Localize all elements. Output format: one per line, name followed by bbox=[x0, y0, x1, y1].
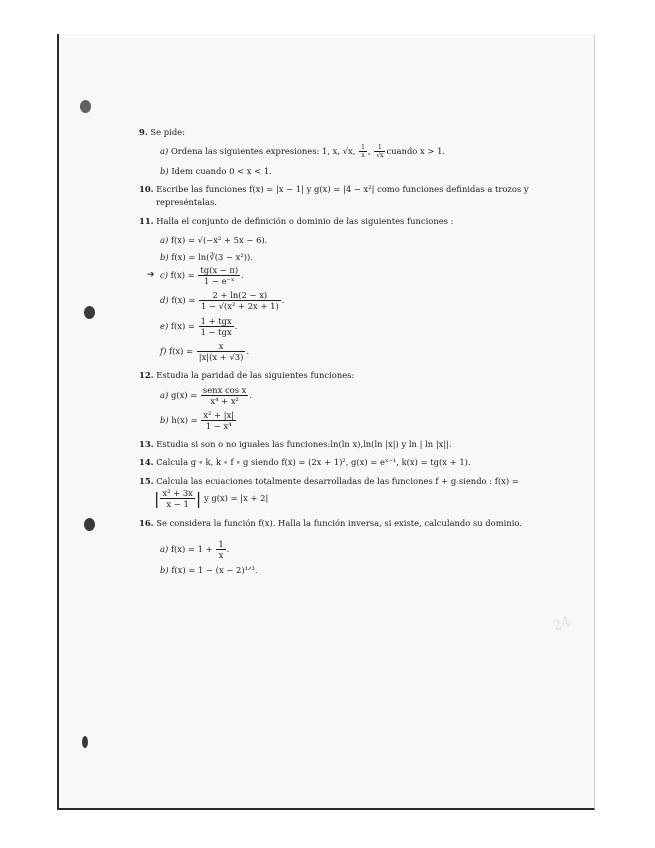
fraction: $\frac{1}{√x}$ bbox=[376, 144, 384, 160]
fraction: $\frac{\text{x² + 3x}}{x - 1}$ bbox=[162, 488, 193, 510]
exercise-10-line1: 10. Escribe las funciones f(x) = |x − 1| y g(x) = |4 − x²| como funciones definidas a trozos y bbox=[139, 184, 529, 194]
exercise-11b: b) f(x) = ln(∛(3 − x²)). bbox=[160, 252, 253, 262]
exercise-11e: e) f(x) = $\frac{\text{1 + tgx}}{\text{1 − tgx}}$ . bbox=[160, 316, 238, 338]
fraction: $\frac{1}{x}$ bbox=[218, 539, 224, 561]
exercise-11a: a) f(x) = √(−x² + 5x − 6). bbox=[160, 235, 268, 245]
exercise-13: 13. Estudia si son o no iguales las funciones:ln(ln x),ln(ln |x|) y ln | ln |x||. bbox=[139, 439, 452, 449]
exercise-14: 14. Calcula g ∘ k, k ∘ f ∘ g siendo f(x) = (2x + 1)², g(x) = eˣ⁻¹, k(x) = tg(x + 1). bbox=[139, 457, 471, 467]
fraction: $\frac{\text{senx cos x}}{\text{x⁴ + x²}}$ bbox=[202, 385, 247, 407]
exercise-9a: a) Ordena las siguientes expresiones: 1, x, √x, $\frac{1}{x}$ , $\frac{1}{√x}$ cuando x > 1. bbox=[160, 144, 446, 160]
exercise-12b: b) h(x) = $\frac{\text{x² + |x|}}{\text{1 − x⁴}}$ bbox=[160, 410, 235, 432]
punch-hole-middle bbox=[84, 306, 95, 319]
exercise-11-heading: 11. Halla el conjunto de definición o dominio de las siguientes funciones : bbox=[139, 216, 454, 226]
exercise-15-line1: 15. Calcula las ecuaciones totalmente desarrolladas de las funciones f + g siendo : f(x) = bbox=[139, 476, 519, 486]
exercise-11d: d) f(x) = $\frac{2 + \ln(2 - x)}{\text{1 − √(x² + 2x + 1)}}$ . bbox=[160, 290, 285, 312]
fraction: $\frac{\text{x² + |x|}}{\text{1 − x⁴}}$ bbox=[203, 410, 235, 432]
exercise-15-line2: | $\frac{\text{x² + 3x}}{x - 1}$ | y g(x) = |x + 2| bbox=[154, 488, 269, 510]
corner-pencil-mark: 24 bbox=[550, 613, 573, 635]
exercise-9-heading: 9. Se pide: bbox=[139, 127, 185, 137]
exercise-16-heading: 16. Se considera la función f(x). Halla la función inversa, si existe, calculando su dominio. bbox=[139, 518, 522, 528]
fraction: $\frac{2 + \ln(2 - x)}{\text{1 − √(x² + 2x + 1)}}$ bbox=[201, 290, 279, 312]
exercise-11c: c) f(x) = $\frac{tg(x - \pi)}{\text{1 − e⁻ˣ}}$ . bbox=[160, 265, 244, 287]
exercise-16a: a) f(x) = 1 + $\frac{1}{x}$ . bbox=[160, 539, 230, 561]
fraction: $\frac{\text{1 + tgx}}{\text{1 − tgx}}$ bbox=[200, 316, 232, 338]
punch-hole-top bbox=[80, 100, 91, 113]
fraction: $\frac{1}{x}$ bbox=[361, 144, 365, 160]
fraction: $\frac{tg(x - \pi)}{\text{1 − e⁻ˣ}}$ bbox=[200, 265, 239, 287]
exercise-11f: f) f(x) = $\frac{x}{|x|(x + √3)}$ . bbox=[160, 341, 250, 363]
handwritten-arrow: ➔ bbox=[147, 270, 155, 280]
exercise-10-line2: represéntalas. bbox=[156, 197, 217, 207]
exercise-12-heading: 12. Estudia la paridad de las siguientes funciones: bbox=[139, 370, 355, 380]
punch-hole-lower bbox=[84, 518, 95, 531]
fraction: $\frac{x}{|x|(x + √3)}$ bbox=[198, 341, 244, 363]
exercise-12a: a) g(x) = $\frac{\text{senx cos x}}{\text{x⁴ + x²}}$ . bbox=[160, 385, 253, 407]
punch-hole-bottom bbox=[82, 736, 88, 748]
exercise-9b: b) Idem cuando 0 < x < 1. bbox=[160, 166, 272, 176]
exercise-16b: b) f(x) = 1 − (x − 2)¹ᐟ³. bbox=[160, 565, 258, 575]
